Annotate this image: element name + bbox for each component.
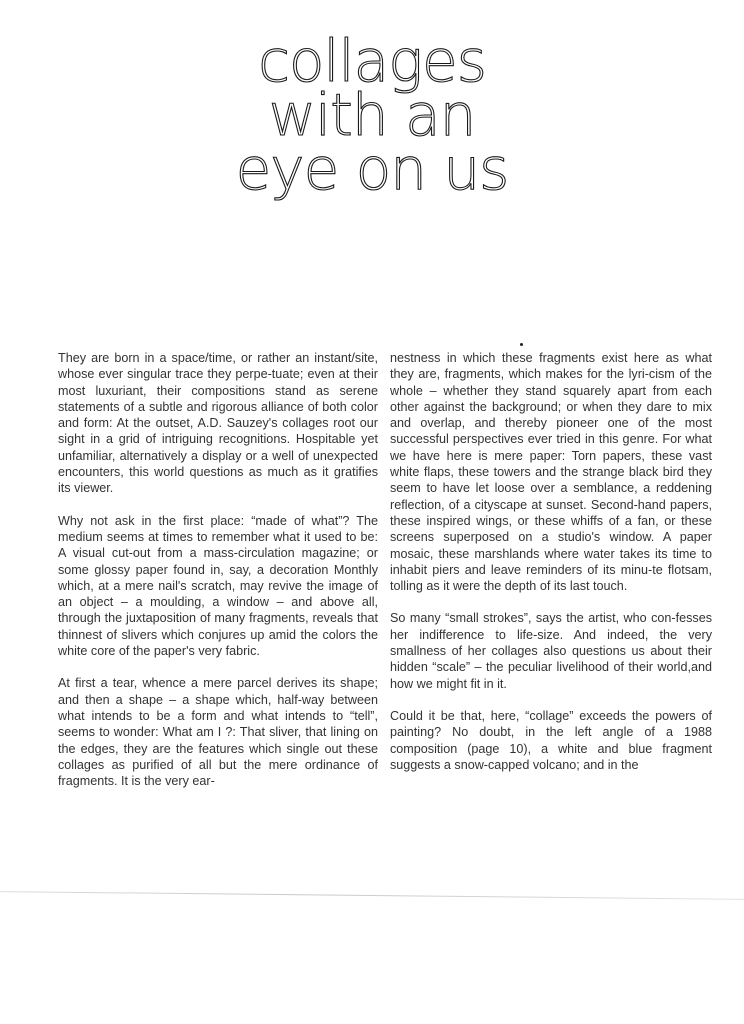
paragraph: Why not ask in the first place: “made of what”? The medium seems at times to remember what it used to be: A visual cut-out from a mass-circulation magazine; or some glossy paper found in, say, a decoration Monthly which, at a mere nail's scratch, may revive the image of an object – a moulding, a window – and above all, through the juxtaposition of many fragments, reveals that thinnest of slivers which conjures up amid the colors the white core of the paper's very fabric. xyxy=(58,513,378,659)
right-column xyxy=(390,350,712,789)
left-column xyxy=(58,350,378,805)
page-edge-line xyxy=(0,891,744,900)
speck-mark xyxy=(520,343,523,346)
page-title xyxy=(0,27,744,203)
title-line-2: with an xyxy=(268,81,476,149)
title-line-1: collages xyxy=(258,27,486,95)
paragraph: At first a tear, whence a mere parcel derives its shape; and then a shape – a shape which, half-way between what intends to be a form and what intends to “tell”, seems to wonder: What am I ?: That sliver, that lining on the edges, they are the features which single out these collages as purified of all but the mere ordinance of fragments. It is the very ear- xyxy=(58,676,378,789)
paragraph: Could it be that, here, “collage” exceeds the powers of painting? No doubt, in the left angle of a 1988 composition (page 10), a white and blue fragment suggests a snow-capped volcano; and in the xyxy=(390,708,712,772)
paragraph: They are born in a space/time, or rather an instant/site, whose ever singular trace they perpe-tuate; even at their most luxuriant, their compositions stand as serene statements of a subtle and rigorous alliance of both color and form: At the outset, A.D. Sauzey's collages root our sight in a grid of intriguing recognitions. Hospitable yet unfamiliar, alternatively a display or a well of unexpected encounters, this world questions as much as it gratifies its viewer. xyxy=(58,351,378,496)
paragraph: So many “small strokes”, says the artist, who con-fesses her indifference to life-size. And indeed, the very smallness of her collages also questions us about their hidden “scale” – the peculiar livelihood of their world,and how we might fit in it. xyxy=(390,611,712,691)
paragraph: nestness in which these fragments exist here as what they are, fragments, which makes for the lyri-cism of the whole – whether they stand squarely apart from each other against the background; or when they dare to mix and overlap, and thereby pioneer one of the most successful perspectives ever tried in this genre. For what we have here is mere paper: Torn papers, these vast white flaps, these towers and the strange black bird they seem to have let loose over a semblance, a reddening reflection, of a cityscape at sunset. Second-hand papers, these inspired wings, or these whiffs of a fan, or these screens superposed on a studio's window. A paper mosaic, these marshlands where water takes its time to inhabit piers and leave reminders of its minu-te flotsam, tolling as it were the depth of its last touch. xyxy=(390,351,712,594)
title-line-3: eye on us xyxy=(235,135,509,203)
